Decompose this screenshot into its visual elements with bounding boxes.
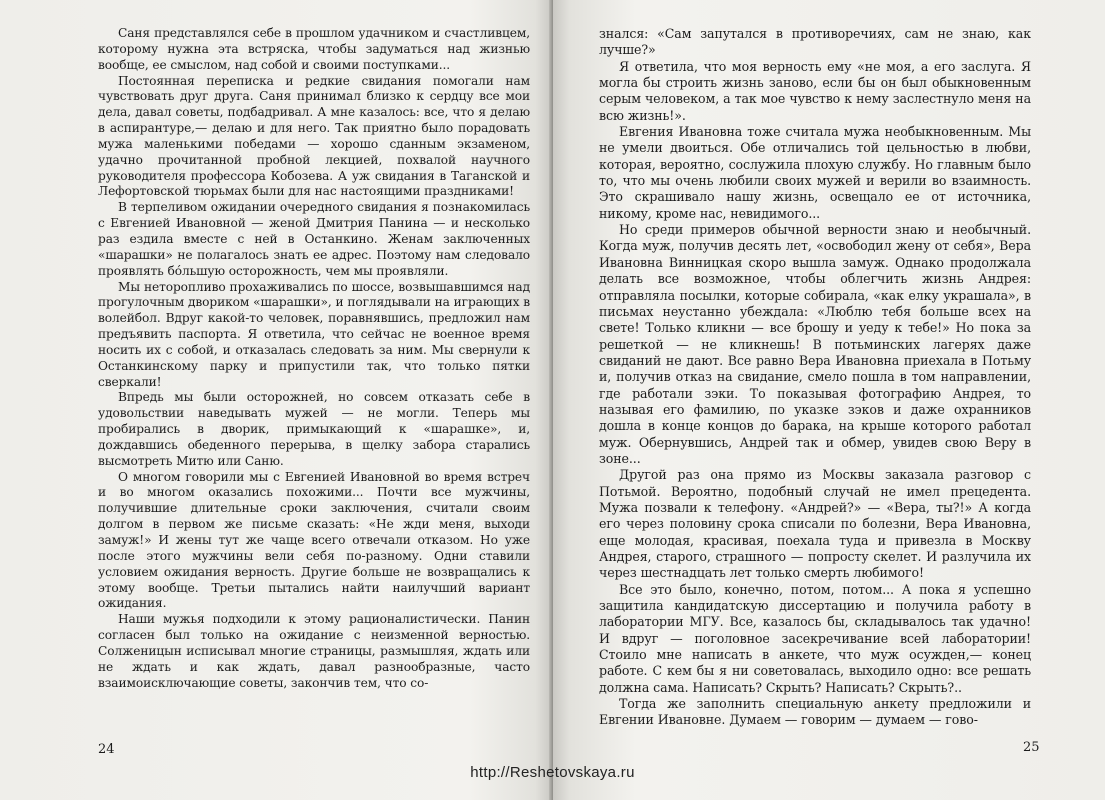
paragraph: В терпеливом ожидании очередного свидания я познакомилась с Евгенией Ивановной — женой Дмитрия Панина — и несколько раз ездила вместе с ней в Останкино. Женам заключенных «шарашки» не полагалось знать ее адрес. Поэтому нам следовало проявлять бóльшую осторожность, чем мы проявляли. [98,200,530,278]
paragraph: Но среди примеров обычной верности знаю и необычный. Когда муж, получив десять лет, «освободил жену от себя», Вера Ивановна Винницкая скоро вышла замуж. Однако продолжала делать все возможное, чтобы облегчить жизнь Андрея: отправляла посылки, которые собирала, «как елку украшала», в письмах неустанно убеждала: «Люблю тебя больше всех на свете! Только кликни — все брошу и уеду к тебе!» Но пока за решеткой — не кликнешь! В потьминских лагерях даже свиданий не дают. Все равно Вера Ивановна приехала в Потьму и, получив отказ на свидание, смело пошла в том направлении, где работали зэки. То показывая фотографию Андрея, то называя его фамилию, по указке зэков и даже охранников дошла в конце концов до барака, на крыше которого работал муж. Обернувшись, Андрей так и обмер, увидев свою Веру в зоне... [599,222,1031,466]
paragraph: Мы неторопливо прохаживались по шоссе, возвышавшимся над прогулочным двориком «шарашки», и поглядывали на играющих в волейбол. Вдруг какой-то человек, поравнявшись, предложил нам предъявить паспорта. Я ответила, что сейчас не военное время носить их с собой, и отказалась следовать за ним. Мы свернули к Останкинскому парку и припустили так, что только пятки сверкали! [98,279,530,389]
paragraph: Я ответила, что моя верность ему «не моя, а его заслуга. Я могла бы строить жизнь заново, если бы он был обыкновенным серым человеком, а так мое чувство к нему заслестнуло меня на всю жизнь!». [599,58,1031,123]
paragraph: знался: «Сам запутался в противоречиях, сам не знаю, как лучше?» [599,26,1031,58]
paragraph: Все это было, конечно, потом, потом... А пока я успешно защитила кандидатскую диссертацию и получила работу в лаборатории МГУ. Все, казалось бы, складывалось так удачно! И вдруг — поголовное засекречивание всей лаборатории! Стоило мне написать в анкете, что муж осужден,— конец работе. С кем бы я ни советовалась, выходило одно: все решать должна сама. Написать? Скрыть? Написать? Скрыть?.. [599,581,1031,695]
paragraph: Тогда же заполнить специальную анкету предложили и Евгении Ивановне. Думаем — говорим — думаем — гово- [599,696,1031,728]
right-page [553,0,1105,800]
right-page-text [599,26,1031,729]
left-page-text [98,26,530,691]
page-number: 24 [98,742,115,757]
paragraph: Евгения Ивановна тоже считала мужа необыкновенным. Мы не умели двоиться. Обе отличались той цельностью в любви, которая, вероятно, сослужила плохую службу. Но главным было то, что мы очень любили своих мужей и верили во взаимность. Это скрашивало нашу жизнь, освещало ее от источника, никому, кроме нас, невидимого... [599,124,1031,221]
paragraph: Саня представлялся себе в прошлом удачником и счастливцем, которому нужна эта встряска, чтобы задуматься над жизнью вообще, ее смыслом, над собой и своими поступками... [98,26,530,72]
paragraph: Впредь мы были осторожней, но совсем отказать себе в удовольствии наведывать мужей — не могли. Теперь мы пробирались в дворик, примыкающий к «шарашке», и, дождавшись обеденного перерыва, в щелку забора старались высмотреть Митю или Саню. [98,390,530,468]
left-page [0,0,552,800]
paragraph: Постоянная переписка и редкие свидания помогали нам чувствовать друг друга. Саня принимал близко к сердцу все мои дела, давал советы, подбадривал. А мне казалось: все, что я делаю в аспирантуре,— делаю и для него. Так приятно было порадовать мужа маленькими победами — хорошо сданным экзаменом, удачно прочитанной пробной лекцией, похвалой научного руководителя профессора Кобозева. А уж свидания в Таганской и Лефортовской тюрьмах были для нас настоящими праздниками! [98,73,530,199]
paragraph: О многом говорили мы с Евгенией Ивановной во время встреч и во многом оказались похожими... Почти все мужчины, получившие длительные сроки заключения, считали своим долгом в первом же письме сказать: «Не жди меня, выходи замуж!» И жены тут же чаще всего отвечали отказом. Но уже после этого мужчины вели себя по-разному. Одни ставили условием ожидания верность. Другие больше не возвращались к этому вообще. Третьи пытались найти наилучший вариант ожидания. [98,469,530,611]
paragraph: Другой раз она прямо из Москвы заказала разговор с Потьмой. Вероятно, подобный случай не имел прецедента. Мужа позвали к телефону. «Андрей?» — «Вера, ты?!» А когда его через половину срока списали по болезни, Вера Ивановна, еще молодая, красивая, поехала туда и привезла в Москву Андрея, старого, страшного — попросту скелет. И разлучила их через шестнадцать лет только смерть любимого! [599,467,1031,581]
source-url: http://Reshetovskaya.ru [470,764,635,781]
page-number: 25 [1023,740,1040,755]
paragraph: Наши мужья подходили к этому рационалистически. Панин согласен был только на ожидание с неизменной верностью. Солженицын исписывал многие страницы, размышляя, ждать или не ждать и как ждать, давал разнообразные, часто взаимоисключающие советы, закончив тем, что со- [98,612,530,690]
